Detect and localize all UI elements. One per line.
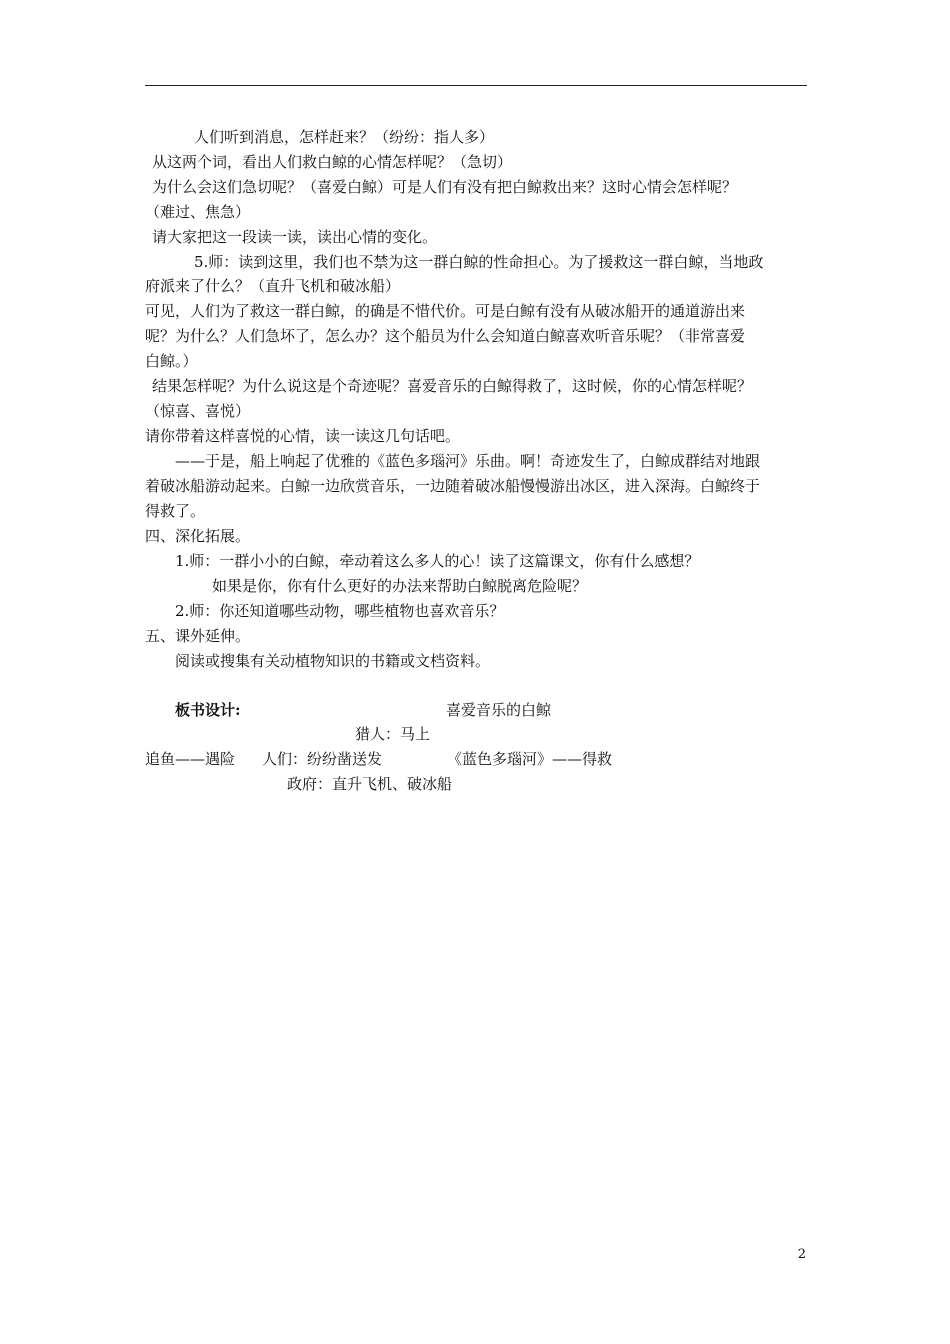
text-line: 5.师：读到这里，我们也不禁为这一群白鲸的性命担心。为了援救这一群白鲸，当地政 [194,253,764,271]
text-line: 阅读或搜集有关动植物知识的书籍或文档资料。 [175,652,491,670]
board-label: 板书设计: [175,701,241,719]
text-line: 可见，人们为了救这一群白鲸，的确是不惜代价。可是白鲸有没有从破冰船开的通道游出来 [145,302,746,320]
text-line: 1.师：一群小小的白鲸，牵动着这么多人的心！读了这篇课文，你有什么感想？ [175,552,700,570]
text-line: 如果是你，你有什么更好的办法来帮助白鲸脱离危险呢？ [212,577,588,595]
text-line: （难过、焦急） [145,203,251,221]
board-right: 《蓝色多瑙河》——得救 [447,750,613,768]
text-line: （惊喜、喜悦） [145,402,251,420]
page-number: 2 [797,1247,806,1262]
text-line: 府派来了什么？（直升飞机和破冰船） [145,277,401,295]
text-line: 得救了。 [145,502,206,520]
text-line: 请大家把这一段读一读，读出心情的变化。 [152,228,438,246]
text-line: 2.师：你还知道哪些动物，哪些植物也喜欢音乐？ [175,602,505,620]
text-line: 呢？为什么？人们急坏了，怎么办？这个船员为什么会知道白鲸喜欢听音乐呢？（非常喜爱 [145,327,746,345]
text-line: 白鲸。） [145,352,198,370]
board-left: 追鱼——遇险 [145,750,236,768]
section-heading: 四、深化拓展。 [145,527,251,545]
text-line: 人们听到消息，怎样赶来？（纷纷：指人多） [194,128,495,146]
text-line: ——于是，船上响起了优雅的《蓝色多瑙河》乐曲。啊！奇迹发生了，白鲸成群结对地跟 [175,452,761,470]
board-people: 人们：纷纷凿送发 [262,750,383,768]
text-line: 结果怎样呢？为什么说这是个奇迹呢？喜爱音乐的白鲸得救了，这时候，你的心情怎样呢？ [152,377,753,395]
board-hunter: 猎人：马上 [355,725,431,743]
text-line: 请你带着这样喜悦的心情，读一读这几句话吧。 [145,427,461,445]
board-title: 喜爱音乐的白鲸 [446,701,552,719]
board-government: 政府：直升飞机、破冰船 [287,775,453,793]
section-heading: 五、课外延伸。 [145,627,251,645]
text-line: 为什么会这们急切呢？（喜爱白鲸）可是人们有没有把白鲸救出来？这时心情会怎样呢？ [152,178,738,196]
text-line: 从这两个词，看出人们救白鲸的心情怎样呢？（急切） [152,153,513,171]
text-line: 着破冰船游动起来。白鲸一边欣赏音乐，一边随着破冰船慢慢游出冰区，进入深海。白鲸终于 [145,477,761,495]
header-rule [145,85,807,86]
